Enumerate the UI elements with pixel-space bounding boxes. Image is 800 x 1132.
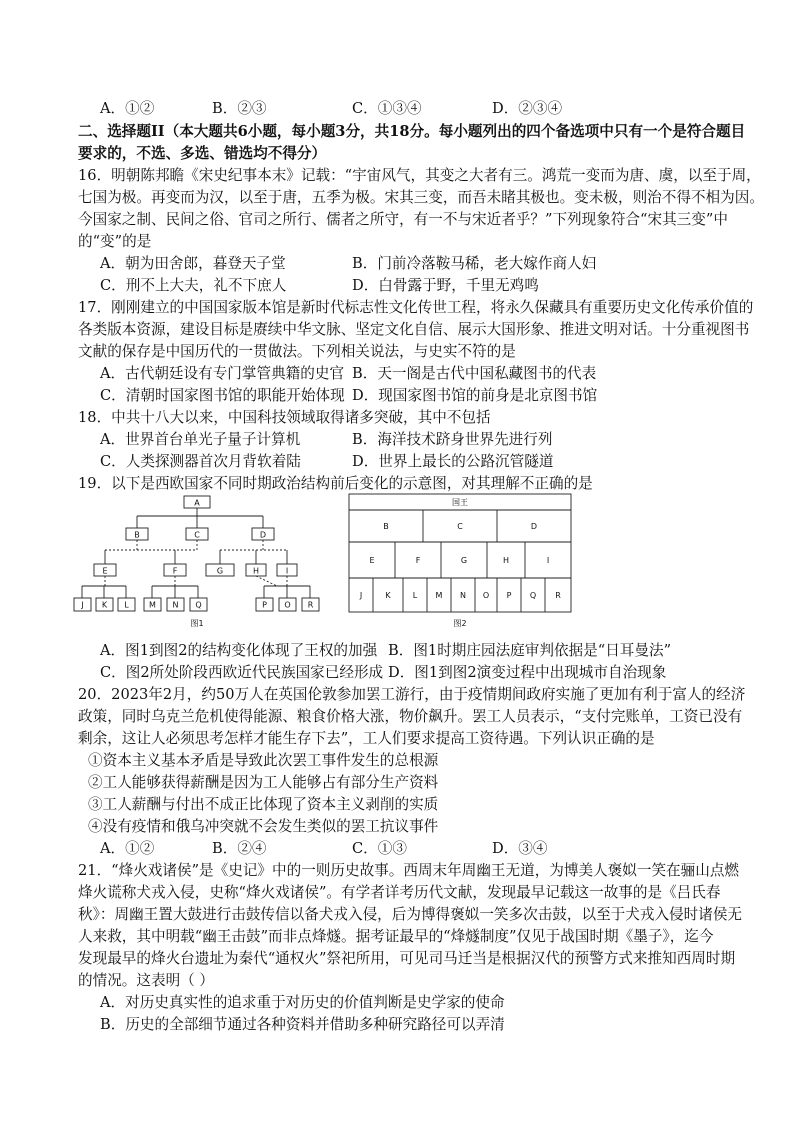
q21-stem-line2: 烽火谎称犬戎入侵，史称“烽火戏诸侯”。有学者详考历代文献，发现最早记载这一故事的是《吕氏春 bbox=[78, 884, 721, 901]
fig1-node-c: C bbox=[194, 530, 200, 540]
fig2-cell-j: J bbox=[359, 591, 363, 600]
fig2-cell-r: R bbox=[555, 591, 561, 600]
fig1-node-f: F bbox=[172, 566, 178, 576]
fig1-node-l: L bbox=[124, 600, 129, 610]
fig2-cell-l: L bbox=[412, 591, 418, 600]
fig1-node-b: B bbox=[134, 530, 140, 540]
q20-statement-1: ①资本主义基本矛盾是导致此次罢工事件发生的总根源 bbox=[88, 752, 439, 769]
q21-stem-line1: 21．“烽火戏诸侯”是《史记》中的一则历史故事。西周末年周幽王无道，为博美人褒姒一笑在骊山点燃 bbox=[78, 862, 740, 879]
q21-stem-line6: 的情况。这表明（ ） bbox=[78, 972, 214, 989]
fig1-node-q: Q bbox=[195, 600, 202, 610]
fig2-caption: 图2 bbox=[453, 619, 467, 628]
q20-option-a: A．①② bbox=[100, 840, 155, 857]
q18-option-c: C．人类探测器首次月背软着陆 bbox=[100, 453, 301, 470]
q21-option-b: B．历史的全部细节通过各种资料并借助多种研究路径可以弄清 bbox=[100, 1016, 505, 1033]
q17-stem-line3 bbox=[78, 341, 516, 363]
q20-stem-line2: 政策，同时乌克兰危机使得能源、粮食价格大涨，物价飙升。罢工人员表示，“支付完账单，工资已没有 bbox=[78, 708, 743, 725]
fig1-node-g: G bbox=[216, 566, 224, 576]
fig1-node-h: H bbox=[252, 566, 260, 576]
q19-figure1-tree-diagram bbox=[72, 492, 332, 632]
q16-option-a: A．朝为田舍郎，暮登天子堂 bbox=[100, 255, 286, 272]
q20-statement-3: ③工人薪酬与付出不成正比体现了资本主义剥削的实质 bbox=[88, 796, 439, 813]
q17-stem-line1: 17．刚刚建立的中国国家版本馆是新时代标志性文化传世工程，将永久保藏具有重要历史文化传承价值的 bbox=[78, 299, 754, 316]
q21-stem-line4: 人来救，其中明载“幽王击鼓”而非点烽燧。据考证最早的“烽燧制度”仅见于战国时期《墨子》，迄今 bbox=[78, 928, 714, 945]
fig2-cell-k: K bbox=[385, 591, 391, 600]
fig1-node-a: A bbox=[194, 498, 200, 508]
q16-option-d: D．白骨露于野，千里无鸡鸣 bbox=[352, 277, 539, 294]
q18-option-b: B．海洋技术跻身世界先进行列 bbox=[352, 431, 553, 448]
fig2-cell-m: M bbox=[435, 591, 443, 600]
fig2-cell-i: I bbox=[546, 556, 550, 565]
q16-option-c: C．刑不上大夫，礼不下庶人 bbox=[100, 277, 287, 294]
q20-option-c: C．①③ bbox=[352, 840, 407, 857]
q19-option-a: A．图1到图2的结构变化体现了王权的加强 bbox=[100, 642, 378, 659]
q16-stem-line3: 今国家之制、民间之俗、官司之所行、儒者之所守，有一不与宋近者乎？”下列现象符合“宋其三变”中 bbox=[78, 211, 728, 228]
fig2-cell-q: Q bbox=[529, 591, 537, 600]
q20-statement-4: ④没有疫情和俄乌冲突就不会发生类似的罢工抗议事件 bbox=[88, 818, 439, 835]
q18-stem-line1: 18．中共十八大以来，中国科技领域取得诸多突破，其中不包括 bbox=[78, 409, 491, 426]
q16-stem-line2: 七国为极。再变而为汉，以至于唐，五季为极。宋其三变，而吾未睹其极也。变未极，则治不得不相为因。 bbox=[78, 189, 764, 206]
q19-figure2-hierarchy-table bbox=[345, 492, 577, 632]
q21-option-a: A．对历史真实性的追求重于对历史的价值判断是史学家的使命 bbox=[100, 994, 505, 1011]
fig2-cell-d: D bbox=[530, 522, 538, 531]
fig1-node-i: I bbox=[285, 566, 289, 576]
q16-stem-line1: 16．明朝陈邦瞻《宋史纪事本末》记载：“宇宙风气，其变之大者有三。鸿荒一变而为唐、虞，以至于周， bbox=[78, 167, 761, 184]
q20-stem-line3: 剩余，这让人必须思考怎样才能生存下去”，工人们要求提高工资待遇。下列认识正确的是 bbox=[78, 730, 655, 747]
q17-option-d: D．现国家图书馆的前身是北京图书馆 bbox=[352, 387, 598, 404]
fig1-caption: 图1 bbox=[190, 619, 204, 628]
fig2-cell-n: N bbox=[460, 591, 466, 600]
top-option-a: A．①② bbox=[100, 100, 155, 117]
fig2-cell-g: G bbox=[460, 556, 468, 565]
q17-emphasis-bufu: · · 不符 bbox=[457, 343, 486, 360]
q20-stem-line1: 20．2023年2月，约50万人在英国伦敦参加罢工游行，由于疫情期间政府实施了更加有利于富人的经济 bbox=[78, 686, 746, 703]
q17-option-a: A．古代朝廷设有专门掌管典籍的史官 bbox=[100, 365, 345, 382]
section-header-line1: 二、选择题II（本大题共6小题，每小题3分，共18分。每小题列出的四个备选项中只有一个是符合题目 bbox=[78, 123, 746, 140]
q19-stem-line1: 19．以下是西欧国家不同时期政治结构前后变化的示意图，对其理解不正确的是 bbox=[78, 475, 593, 492]
section-header-line2: 要求的，不选、多选、错选均不得分） bbox=[78, 145, 327, 162]
top-option-c: C．①③④ bbox=[352, 100, 422, 117]
fig1-node-o: O bbox=[284, 600, 291, 610]
q21-stem-line5: 发现最早的烽火台遗址为秦代“通权火”祭祀所用，可见司马迁当是根据汉代的预警方式来推知西周时期 bbox=[78, 950, 736, 967]
q17-option-b: B．天一阁是古代中国私藏图书的代表 bbox=[352, 365, 597, 382]
fig1-node-k: K bbox=[101, 600, 108, 610]
fig2-cell-p: P bbox=[506, 591, 512, 600]
q17-option-c: C．清朝时国家图书馆的职能开始体现 bbox=[100, 387, 345, 404]
q17-stem-line2: 各类版本资源，建设目标是赓续中华文脉、坚定文化自信、展示大国形象、推进文明对话。十分重视图书 bbox=[78, 321, 750, 338]
q19-option-c: C．图2所处阶段西欧近代民族国家已经形成 bbox=[100, 664, 384, 681]
fig1-node-d: D bbox=[259, 530, 267, 540]
q18-option-d: D．世界上最长的公路沉管隧道 bbox=[352, 453, 554, 470]
q19-option-d: D．图1到图2演变过程中出现城市自治现象 bbox=[388, 664, 667, 681]
fig1-node-e: E bbox=[102, 566, 108, 576]
fig2-cell-o: O bbox=[482, 591, 490, 600]
fig1-node-n: N bbox=[172, 600, 179, 610]
q16-option-b: B．门前冷落鞍马稀，老大嫁作商人妇 bbox=[352, 255, 597, 272]
fig2-cell-b: B bbox=[383, 522, 389, 531]
fig2-cell-king: 国王 bbox=[452, 498, 468, 507]
fig1-node-r: R bbox=[307, 600, 314, 610]
fig2-cell-h: H bbox=[502, 556, 510, 565]
fig1-node-p: P bbox=[262, 600, 267, 610]
fig1-node-m: M bbox=[149, 600, 156, 610]
q20-option-b: B．②④ bbox=[212, 840, 267, 857]
top-option-b: B．②③ bbox=[212, 100, 267, 117]
fig2-cell-e: E bbox=[369, 556, 375, 565]
fig2-cell-f: F bbox=[415, 556, 421, 565]
q20-statement-2: ②工人能够获得薪酬是因为工人能够占有部分生产资料 bbox=[88, 774, 439, 791]
q17-stem-line3-text-c: 的是 bbox=[486, 343, 516, 360]
q19-option-b: B．图1时期庄园法庭审判依据是“日耳曼法” bbox=[388, 642, 672, 659]
fig2-cell-c: C bbox=[457, 522, 463, 531]
q21-stem-line3: 秋》：周幽王置大鼓进行击鼓传信以备犬戎入侵，后为博得褒姒一笑多次击鼓，以至于犬戎入侵时诸侯无 bbox=[78, 906, 743, 923]
top-option-d: D．②③④ bbox=[492, 100, 563, 117]
q16-stem-line4: 的“变”的是 bbox=[78, 233, 152, 250]
q17-stem-line3-text-a: 文献的保存是中国历代的一贯做法。下列相关说法，与史实 bbox=[78, 343, 458, 360]
fig1-node-j: J bbox=[81, 600, 84, 610]
q20-option-d: D．③④ bbox=[492, 840, 548, 857]
q18-option-a: A．世界首台单光子量子计算机 bbox=[100, 431, 301, 448]
